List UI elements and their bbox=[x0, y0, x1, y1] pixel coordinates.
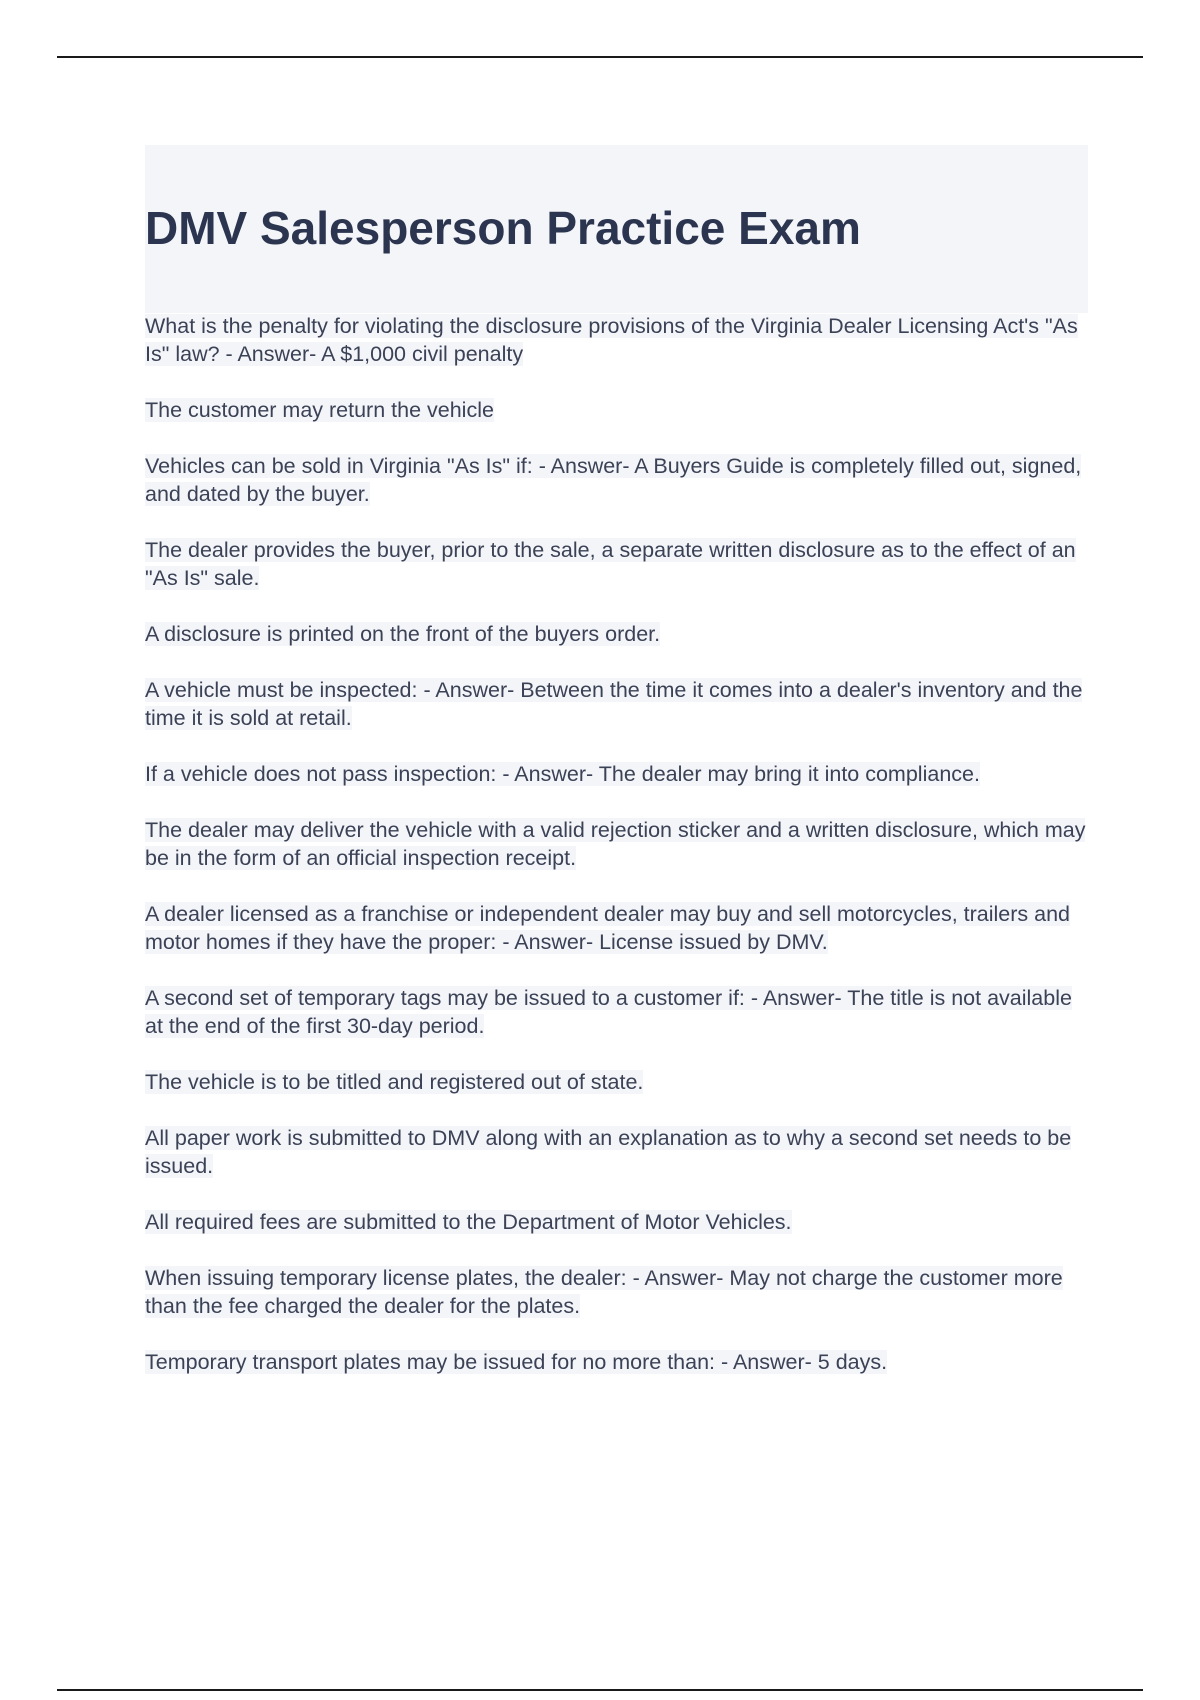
title-banner bbox=[145, 145, 1088, 313]
paragraph-text: The dealer provides the buyer, prior to the sale, a separate written disclosure as to the effect of an "As Is" sale. bbox=[145, 538, 1076, 590]
paragraph-text: If a vehicle does not pass inspection: - Answer- The dealer may bring it into compliance. bbox=[145, 762, 980, 786]
paragraph bbox=[145, 984, 1095, 1040]
top-divider bbox=[57, 56, 1143, 58]
paragraph bbox=[145, 760, 1095, 788]
document-body bbox=[145, 312, 1095, 1404]
paragraph bbox=[145, 1348, 1095, 1376]
paragraph-text: A vehicle must be inspected: - Answer- Between the time it comes into a dealer's inventory and the time it is sold at retail. bbox=[145, 678, 1083, 730]
paragraph bbox=[145, 452, 1095, 508]
paragraph-text: All paper work is submitted to DMV along with an explanation as to why a second set needs to be issued. bbox=[145, 1126, 1072, 1178]
paragraph bbox=[145, 816, 1095, 872]
paragraph bbox=[145, 1124, 1095, 1180]
paragraph bbox=[145, 676, 1095, 732]
paragraph-text: The dealer may deliver the vehicle with a valid rejection sticker and a written disclosure, which may be in the form of an official inspection receipt. bbox=[145, 818, 1086, 870]
paragraph bbox=[145, 900, 1095, 956]
paragraph bbox=[145, 1208, 1095, 1236]
bottom-divider bbox=[57, 1689, 1143, 1691]
paragraph bbox=[145, 312, 1095, 368]
paragraph bbox=[145, 396, 1095, 424]
paragraph bbox=[145, 1264, 1095, 1320]
paragraph bbox=[145, 1068, 1095, 1096]
paragraph bbox=[145, 620, 1095, 648]
paragraph-text: A dealer licensed as a franchise or independent dealer may buy and sell motorcycles, trailers and motor homes if they have the proper: - Answer- License issued by DMV. bbox=[145, 902, 1071, 954]
paragraph-text: A disclosure is printed on the front of the buyers order. bbox=[145, 622, 661, 646]
paragraph-text: The customer may return the vehicle bbox=[145, 398, 494, 422]
paragraph-text: A second set of temporary tags may be issued to a customer if: - Answer- The title is not available at the end of the first 30-day period. bbox=[145, 986, 1072, 1038]
paragraph bbox=[145, 536, 1095, 592]
paragraph-text: All required fees are submitted to the Department of Motor Vehicles. bbox=[145, 1210, 792, 1234]
paragraph-text: When issuing temporary license plates, the dealer: - Answer- May not charge the customer more than the fee charged the dealer for the plates. bbox=[145, 1266, 1063, 1318]
page-title: DMV Salesperson Practice Exam bbox=[145, 202, 861, 254]
paragraph-text: The vehicle is to be titled and registered out of state. bbox=[145, 1070, 644, 1094]
paragraph-text: Temporary transport plates may be issued for no more than: - Answer- 5 days. bbox=[145, 1350, 888, 1374]
paragraph-text: What is the penalty for violating the disclosure provisions of the Virginia Dealer Licensing Act's "As Is" law? - Answer- A $1,000 civil penalty bbox=[145, 314, 1078, 366]
paragraph-text: Vehicles can be sold in Virginia "As Is" if: - Answer- A Buyers Guide is completely filled out, signed, and dated by the buyer. bbox=[145, 454, 1082, 506]
